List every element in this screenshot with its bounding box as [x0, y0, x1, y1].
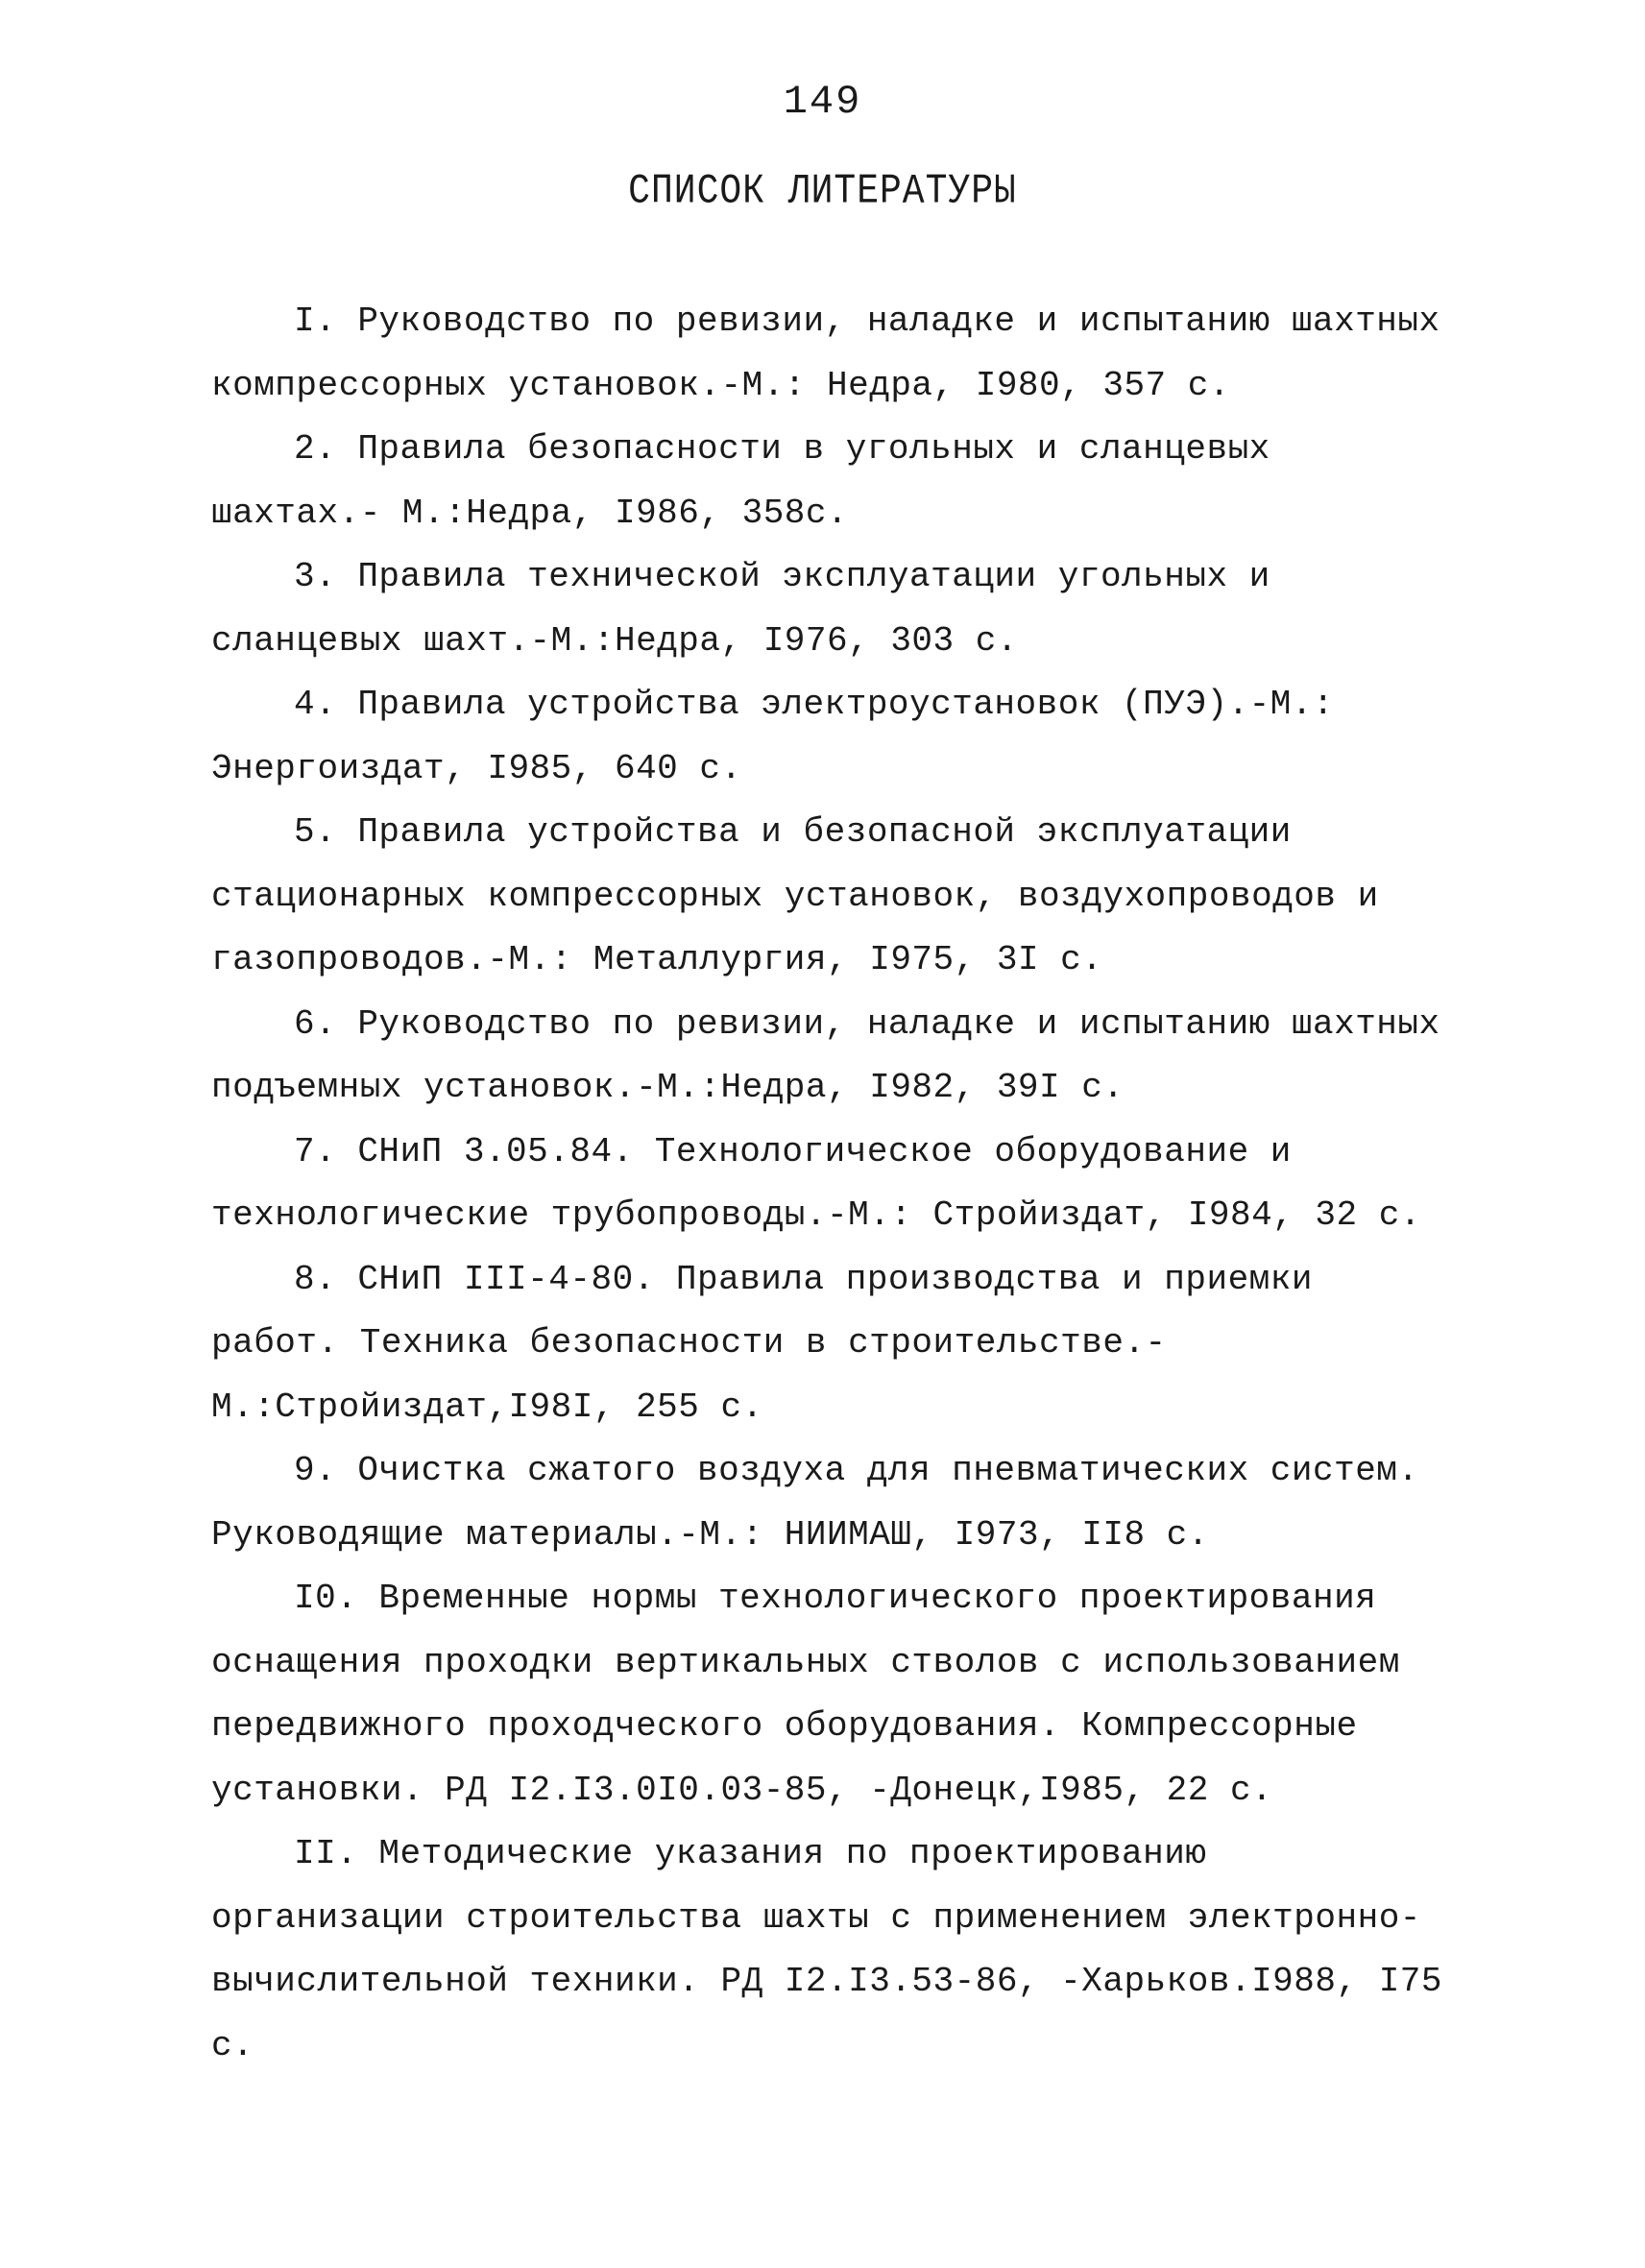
page-title: СПИСОК ЛИТЕРАТУРЫ: [628, 167, 1017, 216]
reference-list: [211, 290, 1460, 2078]
reference-number: 8.: [294, 1259, 337, 1299]
reference-item: [211, 1822, 1460, 2078]
reference-number: 9.: [294, 1451, 337, 1490]
reference-number: II.: [294, 1834, 358, 1873]
reference-item: [211, 1567, 1460, 1822]
reference-number: 6.: [294, 1003, 337, 1044]
reference-text: Правила устройства электроустановок (ПУЭ).-М.: Энергоиздат, I985, 640 с.: [211, 685, 1335, 788]
reference-item: [211, 418, 1460, 545]
reference-text: Правила технической эксплуатации угольных и сланцевых шахт.-М.:Недра, I976, 303 с.: [211, 557, 1270, 661]
reference-item: [211, 290, 1460, 418]
reference-text: Руководство по ревизии, наладке и испытанию шахтных подъемных установок.-М.:Недра, I982, 39I с.: [211, 1003, 1440, 1107]
reference-number: 5.: [294, 812, 337, 852]
reference-item: [211, 801, 1460, 993]
reference-item: [211, 545, 1460, 673]
reference-text: Очистка сжатого воздуха для пневматических систем. Руководящие материалы.-М.: НИИМАШ, I973, II8 с.: [211, 1451, 1419, 1555]
reference-text: СНиП III-4-80. Правила производства и приемки работ. Техника безопасности в строительстве.-М.:Стройиздат,I98I, 255 с.: [211, 1259, 1313, 1427]
reference-text: Временные нормы технологического проектирования оснащения проходки вертикальных стволов с использованием передвижного проходческого оборудования. Компрессорные установки. РД I2.I3.0I0.03-85, -Донецк,I985, 22 с.: [211, 1579, 1400, 1810]
reference-number: 4.: [294, 685, 337, 724]
reference-text: СНиП 3.05.84. Технологическое оборудование и технологические трубопроводы.-М.: Стройиздат, I984, 32 с.: [211, 1131, 1421, 1235]
reference-number: 2.: [294, 429, 337, 469]
reference-number: I.: [294, 302, 337, 341]
reference-number: 7.: [294, 1131, 337, 1171]
reference-text: Правила устройства и безопасной эксплуатации стационарных компрессорных установок, воздухопроводов и газопроводов.-М.: Металлургия, I975, 3I с.: [211, 812, 1379, 979]
reference-text: Руководство по ревизии, наладке и испытанию шахтных компрессорных установок.-М.: Недра, I980, 357 с.: [211, 302, 1440, 405]
reference-item: [211, 1248, 1460, 1440]
reference-item: [211, 1439, 1460, 1567]
reference-item: [211, 993, 1460, 1121]
reference-item: [211, 673, 1460, 801]
reference-item: [211, 1121, 1460, 1248]
reference-number: I0.: [294, 1579, 358, 1618]
reference-text: Правила безопасности в угольных и сланцевых шахтах.- М.:Недра, I986, 358с.: [211, 429, 1270, 533]
page-number: 149: [783, 79, 862, 125]
reference-number: 3.: [294, 557, 337, 596]
reference-text: Методические указания по проектированию организации строительства шахты с применением электронно-вычислительной техники. РД I2.I3.53-86, -Харьков.I988, I75 с.: [211, 1834, 1443, 2065]
